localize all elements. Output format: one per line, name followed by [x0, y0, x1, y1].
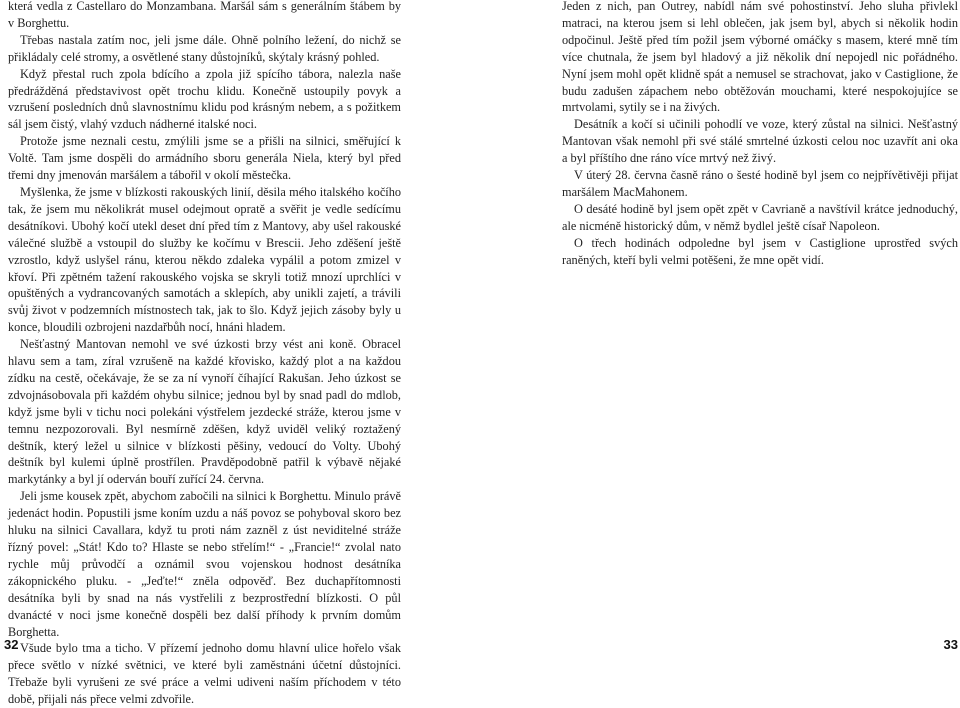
paragraph: O desáté hodině byl jsem opět zpět v Cavrianě a navštívil krátce jednoduchý, ale nicméně historický dům, v němž bydlel ještě císař Napoleon.: [562, 201, 958, 233]
paragraph: Nešťastný Mantovan nemohl ve své úzkosti brzy vést ani koně. Obracel hlavu sem a tam, zíral vzrušeně na každé křovisko, každý plot a na každou zídku na cestě, očekávaje, že se za ní vynoří číhající Rakušan. Jeho úzkost se zdvojnásobovala při každém ohybu silnice; jednou byl by snad padl do mdlob, když jsme byli v tichu noci polekáni výstřelem jezdecké stráže, kterou jsme v temnu nezpozorovali. Byl nesmírně zděšen, když uviděl veliký roztažený deštník, který ležel u silnice v blízkosti pěšiny, vedoucí do Volty. Ubohý deštník byl kulemi úplně prostřílen. Pravděpodobně patřil k výbavě nějaké markytánky a byl jí oderván bouří zuřící 24. června.: [8, 337, 401, 487]
paragraph: Třebas nastala zatím noc, jeli jsme dále. Ohně polního ležení, do nichž se přikládaly celé stromy, a osvětlené stany důstojníků, skýtaly krásný pohled.: [8, 32, 401, 64]
page-number-right: 33: [943, 637, 958, 652]
paragraph: Jeden z nich, pan Outrey, nabídl nám své pohostinství. Jeho sluha přivlekl matraci, na kterou jsem si lehl oblečen, jak jsem byl, abych si několik hodin odpočinul. Ještě před tím požil jsem výborné omáčky s masem, které mně tím více chutnala, že jsem byl hladový a již několik dní nepojedl nic pořádného. Nyní jsem mohl opět klidně spát a nemusel se strachovat, jako v Castiglione, že budu zadušen zápachem nebo obtěžován mouchami, které nespokojujíce se mrtvolami, sytily se i na živých.: [562, 0, 958, 115]
paragraph: V úterý 28. června časně ráno o šesté hodině byl jsem co nejpřívětivěji přijat maršálem MacMahonem.: [562, 168, 958, 199]
paragraph: O třech hodinách odpoledne byl jsem v Castiglione uprostřed svých raněných, kteří byli velmi potěšeni, že mne opět vidí.: [562, 235, 958, 267]
paragraph: Když přestal ruch zpola bdícího a zpola již spícího tábora, nalezla naše předrážděná představivost opět trochu klidu. Konečně ustoupily povyk a vzrušení posledních dnů slavnostnímu klidu pod krásným nebem, a s požitkem sál jsem čistý, vlahý vzduch nádherné italské noci.: [8, 66, 401, 132]
left-page-text: [8, 0, 401, 708]
left-page: [0, 0, 480, 707]
paragraph: Protože jsme neznali cestu, zmýlili jsme se a přišli na silnici, směřující k Voltě. Tam jsme dospěli do armádního sboru generála Niela, který byl před třemi dny jmenován maršálem a tábořil v okolí městečka.: [8, 134, 401, 183]
paragraph: Myšlenka, že jsme v blízkosti rakouských linií, děsila mého italského kočího tak, že jsem mu několikrát musel odejmout opratě a svěřit je vedle sedícímu desátníkovi. Ubohý kočí utekl deset dní před tím z Mantovy, aby ušel rakouské válečné službě a vstoupil do služby ke kočímu v Brescii. Jeho zděšení ještě vzrostlo, když uslyšel ránu, kterou někdo zdaleka vypálil a potom zmizel v křoví. Při zpětném tažení rakouského vojska se skryli totiž mnozí uprchlíci v opuštěných a vydrancovaných samotách a sklepích, aby unikli zajetí, a trávili svůj život v podzemních místnostech tak, jak to šlo. Když jejich zásoby byly u konce, bloudili ozbrojeni nazdařbůh nocí, hnáni hladem.: [8, 184, 401, 335]
right-page: [480, 0, 960, 653]
paragraph: Všude bylo tma a ticho. V přízemí jednoho domu hlavní ulice hořelo však přece světlo v nízké světnici, ve které byli zaměstnáni účetní důstojníci. Třebaže byli vyrušeni ze své práce a velmi udiveni naším příchodem v této době, přijali nás přece velmi zdvořile.: [8, 641, 401, 707]
paragraph: Desátník a kočí si učinili pohodlí ve voze, který zůstal na silnici. Nešťastný Mantovan však nemohl při své stálé smrtelné úzkosti celou noc uzavřít ani oka a byl příštího dne ráno více mrtvý než živý.: [562, 117, 958, 166]
paragraph: Jeli jsme kousek zpět, abychom zabočili na silnici k Borghettu. Minulo právě jedenáct hodin. Popustili jsme koním uzdu a náš povoz se pohyboval skoro bez hluku na silnici Cavallara, když tu proti nám zazněl z úst neviditelné stráže řízný povel: „Stát! Kdo to? Hlaste se nebo střelím!“ - „Francie!“ zvolal nato rychle můj průvodčí a oznámil svou vojenskou hodnost desátníka zákopnického pluku. - „Jeďte!“ zněla odpověď. Bez duchapřítomnosti desátníka byli by snad na nás vystřelili z bezprostřední blízkosti. O půl dvanácté v noci jsme konečně dospěli bez další příhody k prvním domům Borghetta.: [8, 489, 401, 639]
right-page-text: [562, 0, 958, 269]
page-number-left: 32: [4, 637, 19, 652]
paragraph: která vedla z Castellaro do Monzambana. Maršál sám s generálním štábem by v Borghettu.: [8, 0, 401, 30]
